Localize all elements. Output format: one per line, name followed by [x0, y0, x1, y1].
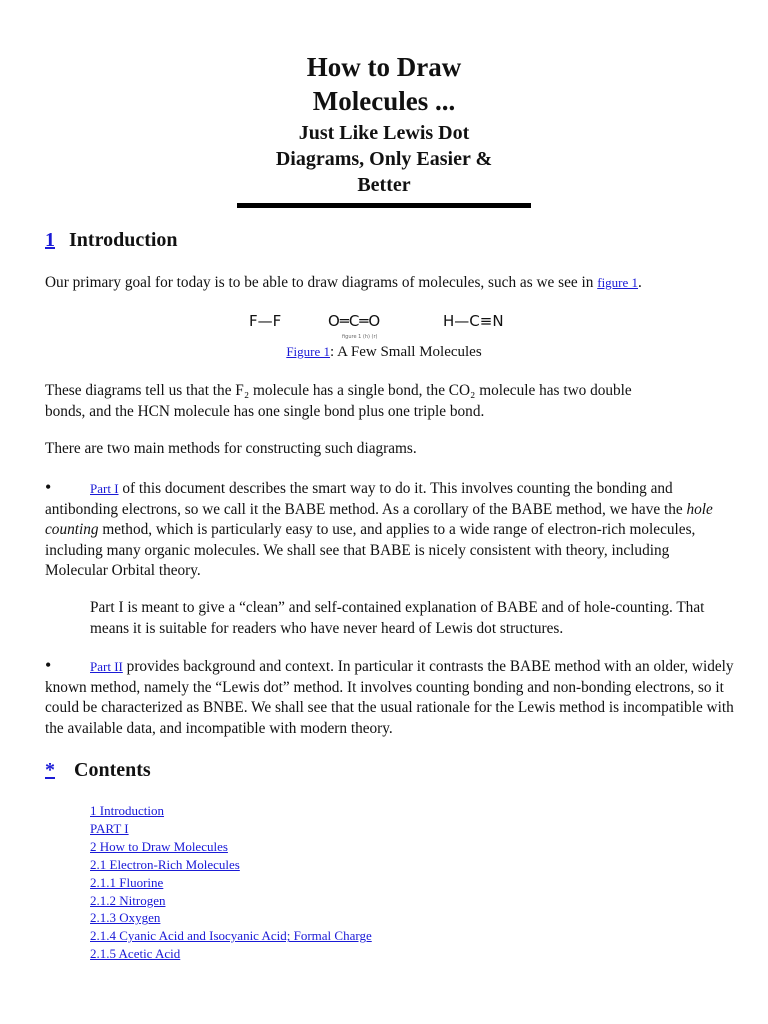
bonds-line-2: bonds, and the HCN molecule has one single bond plus one triple bond.: [45, 402, 485, 420]
contents-anchor-link[interactable]: *: [45, 759, 55, 781]
subtitle-line: Just Like Lewis Dot: [298, 122, 470, 144]
intro-text: Our primary goal for today is to be able to draw diagrams of molecules, such as we see in: [45, 274, 594, 291]
toc-item: [90, 802, 372, 820]
toc-link[interactable]: 2.1 Electron-Rich Molecules: [90, 856, 240, 872]
bullet-icon: •: [45, 477, 52, 497]
toc-link[interactable]: PART I: [90, 820, 129, 836]
part-1-note: Part I is meant to give a “clean” and self-contained explanation of BABE and of hole-counting. That means it is suitable for readers who have never heard of Lewis dot structures.: [90, 599, 705, 637]
hole-counting-emphasis: hole counting: [45, 500, 713, 538]
figure-caption-text: : A Few Small Molecules: [330, 344, 482, 360]
toc-item: [90, 927, 372, 945]
contents-heading-text: Contents: [74, 759, 151, 781]
bullet-part-1: [45, 479, 735, 582]
toc-item: [90, 820, 372, 838]
toc-item: [90, 838, 372, 856]
page-title: [0, 50, 768, 118]
toc-link[interactable]: 1 Introduction: [90, 803, 165, 818]
intro-paragraph: [45, 273, 735, 294]
figure-caption-link[interactable]: Figure 1: [286, 344, 331, 359]
title-divider: [237, 203, 531, 208]
part-1-link[interactable]: Part I: [90, 481, 119, 496]
toc-link[interactable]: 2 How to Draw Molecules: [90, 838, 228, 854]
subtitle-line: Diagrams, Only Easier &: [275, 148, 493, 170]
toc-link[interactable]: 2.1.2 Nitrogen: [90, 892, 166, 908]
title-line: Molecules ...: [312, 86, 456, 116]
toc-link[interactable]: 2.1.1 Fluorine: [90, 874, 164, 890]
part-2-text: provides background and context. In particular it contrasts the BABE method with an older, widely known method, namely the “Lewis dot” method. It involves counting bonding and non-bonding electrons, so it could be characterized as BNBE. We shall see that the usual rationale for the Lewis method is incompatible with the available data, and incompatible with modern theory.: [45, 658, 734, 737]
title-block: [0, 50, 768, 198]
molecule-hcn: H—C≡N: [443, 312, 504, 330]
title-line: How to Draw: [306, 52, 462, 82]
molecule-f2: F—F: [249, 312, 282, 330]
toc-item: [90, 856, 372, 874]
section-heading-text: Introduction: [69, 229, 178, 251]
toc-link[interactable]: 2.1.4 Cyanic Acid and Isocyanic Acid; Formal Charge: [90, 928, 372, 944]
toc-item: [90, 945, 372, 963]
bonds-paragraph: [45, 381, 735, 422]
molecule-co2: O═C═O: [328, 312, 381, 330]
section-heading-contents: [45, 759, 151, 782]
subtitle-line: Better: [357, 174, 411, 196]
bullet-part-2: [45, 657, 735, 739]
toc-item: [90, 909, 372, 927]
page-subtitle: [0, 120, 768, 198]
figure-caption: [0, 344, 768, 361]
toc-link[interactable]: 2.1.5 Acetic Acid: [90, 946, 181, 962]
bullet-icon: •: [45, 655, 52, 675]
methods-paragraph: There are two main methods for constructing such diagrams.: [45, 440, 417, 457]
figure-1-link[interactable]: figure 1: [597, 275, 639, 290]
part-2-link[interactable]: Part II: [90, 659, 123, 674]
toc-link[interactable]: 2.1.3 Oxygen: [90, 910, 161, 926]
bonds-line-1: These diagrams tell us that the F₂ molecule has a single bond, the CO₂ molecule has two double: [45, 382, 632, 399]
part-1-text-a: of this document describes the smart way to do it. This involves counting the bonding and antibonding electrons, so we call it the BABE method. As a corollary of the BABE method, we have the: [45, 480, 687, 518]
table-of-contents: [90, 802, 372, 963]
toc-item: [90, 874, 372, 892]
intro-end: .: [638, 274, 642, 291]
section-number-link[interactable]: 1: [45, 229, 55, 251]
toc-item: [90, 892, 372, 910]
part-1-text-b: method, which is particularly easy to use, and applies to a wide range of electron-rich molecules, including many organic molecules. We shall see that BABE is nicely consistent with theory, including Molecular Orbital theory.: [45, 521, 696, 579]
section-heading-introduction: [45, 229, 178, 252]
figure-small-label: figure 1 (h) (r): [342, 334, 378, 340]
